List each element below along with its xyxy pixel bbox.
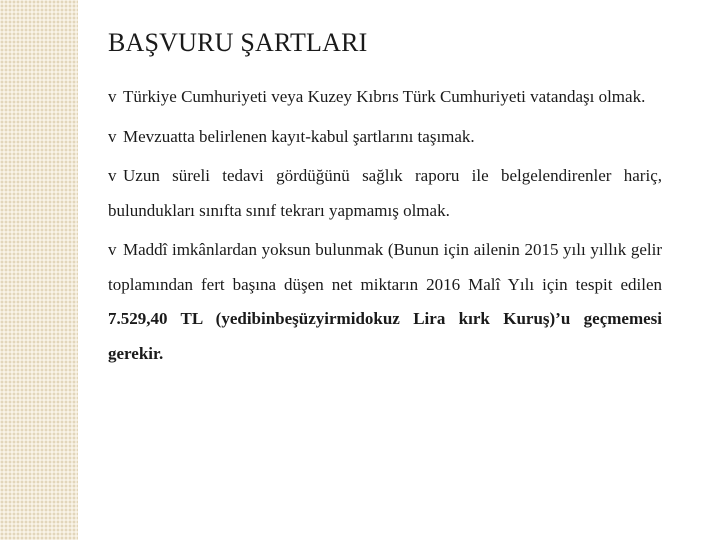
requirement-text: Uzun süreli tedavi gördüğünü sağlık raporu ile belgelendirenler hariç, bulundukları sınıfta sınıf tekrarı yapmamış olmak. — [108, 166, 662, 220]
requirement-item-citizenship — [108, 80, 662, 115]
requirement-text: Türkiye Cumhuriyeti veya Kuzey Kıbrıs Türk Cumhuriyeti vatandaşı olmak. — [123, 87, 646, 106]
requirement-item-registration — [108, 120, 662, 155]
diamond-bullet-icon: v — [108, 126, 117, 146]
requirements-list — [108, 80, 662, 376]
requirement-text: Mevzuatta belirlenen kayıt-kabul şartlarını taşımak. — [123, 126, 475, 146]
diamond-bullet-icon: v — [108, 87, 117, 106]
page-title: BAŞVURU ŞARTLARI — [108, 28, 368, 57]
income-limit-text: 7.529,40 TL (yedibinbeşüzyirmidokuz Lira kırk Kuruş)’u geçmemesi gerekir. — [108, 309, 662, 363]
diamond-bullet-icon: v — [108, 166, 117, 185]
diamond-bullet-icon: v — [108, 240, 117, 259]
requirement-item-income — [108, 233, 662, 371]
requirement-item-no-repeat — [108, 159, 662, 228]
requirement-text: Maddî imkânlardan yoksun bulunmak (Bunun için ailenin 2015 yılı yıllık gelir toplamından fert başına düşen net miktarın 2016 Malî Yılı için tespit edilen — [108, 240, 662, 294]
decorative-side-strip — [0, 0, 78, 540]
